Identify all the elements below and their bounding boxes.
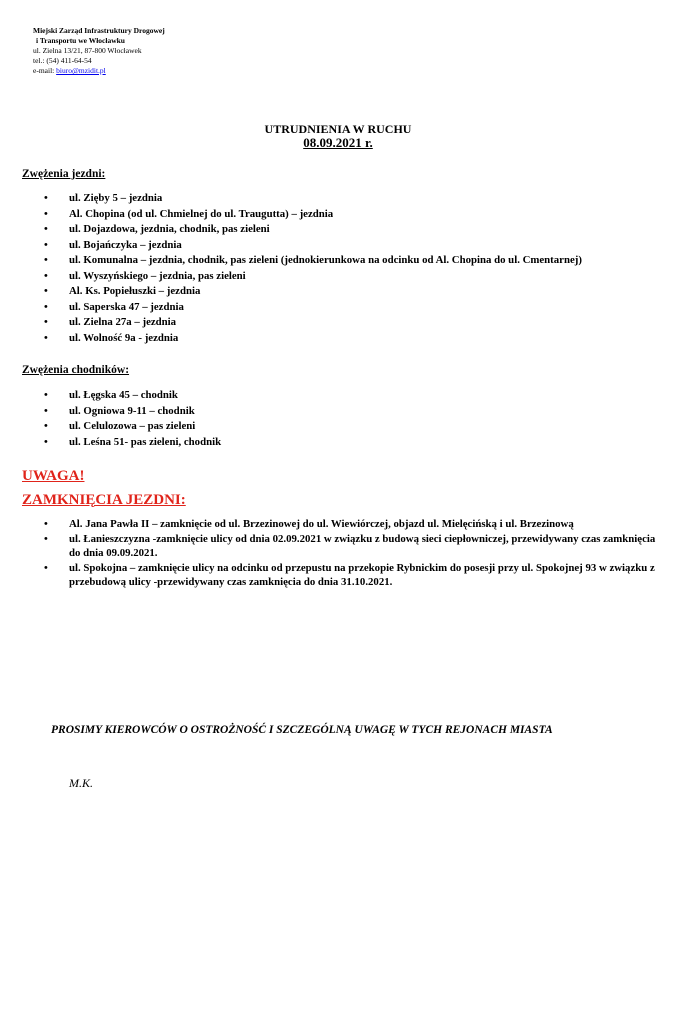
list-item (44, 300, 582, 316)
org-name-line2: i Transportu we Włocławku (36, 36, 125, 45)
list-item-text: ul. Łanieszczyzna -zamknięcie ulicy od dnia 02.09.2021 w związku z budową sieci ciepłowniczej, przewidywany czas zamknięcia do dnia 09.09.2021. (69, 532, 656, 559)
list-item (44, 388, 221, 404)
list-item (44, 315, 582, 331)
email-label: e-mail: (33, 66, 55, 75)
list-item-text: Al. Jana Pawła II – zamknięcie od ul. Brzezinowej do ul. Wiewiórczej, objazd ul. Mielęcińską i ul. Brzezinową (69, 518, 574, 530)
roadway-narrowings-list (44, 191, 582, 346)
warning-heading: UWAGA! (22, 468, 85, 484)
bullet-icon: • (44, 285, 48, 297)
list-item (44, 331, 582, 347)
list-item-text: ul. Bojańczyka – jezdnia (69, 238, 182, 251)
bullet-icon: • (44, 331, 48, 344)
list-item-text: ul. Komunalna – jezdnia, chodnik, pas zieleni (jednokierunkowa na odcinku od Al. Chopina do ul. Cmentarnej) (69, 254, 582, 266)
bullet-icon: • (44, 420, 48, 432)
bullet-icon: • (44, 238, 48, 251)
list-item (44, 253, 582, 269)
org-address: ul. Zielna 13/21, 87-800 Włocławek (33, 46, 142, 55)
bullet-icon: • (44, 207, 48, 220)
bullet-icon: • (44, 404, 48, 417)
bullet-icon: • (44, 561, 48, 574)
bullet-icon: • (44, 269, 48, 282)
list-item-text: Al. Chopina (od ul. Chmielnej do ul. Traugutta) – jezdnia (69, 207, 334, 220)
closures-heading: ZAMKNIĘCIA JEZDNI: (22, 492, 186, 508)
list-item-text: ul. Leśna 51- pas zieleni, chodnik (69, 435, 222, 448)
document-title: UTRUDNIENIA W RUCHU (264, 122, 412, 136)
list-item-text: ul. Wyszyńskiego – jezdnia, pas zieleni (69, 269, 246, 282)
document-date: 08.09.2021 r. (303, 135, 373, 150)
list-item-text: ul. Spokojna – zamknięcie ulicy na odcinku od przepustu na przekopie Rybnickim do posesji przy ul. Spokojnej 93 w związku z przebudową ulicy -przewidywany czas zamknięcia do dnia 31.10.2021. (69, 561, 655, 588)
bullet-icon: • (44, 435, 48, 448)
list-item-text: ul. Wolność 9a - jezdnia (69, 331, 179, 344)
drivers-appeal: PROSIMY KIEROWCÓW O OSTROŻNOŚĆ I SZCZEGÓLNĄ UWAGĘ W TYCH REJONACH MIASTA (51, 724, 553, 736)
email-link[interactable]: biuro@mzidit.pl (56, 66, 106, 75)
bullet-icon: • (44, 223, 48, 235)
list-item-text: Al. Ks. Popiełuszki – jezdnia (69, 285, 201, 297)
list-item (44, 561, 664, 590)
list-item-text: ul. Saperska 47 – jezdnia (69, 300, 184, 313)
bullet-icon: • (44, 254, 48, 266)
org-email-line (33, 66, 165, 76)
letterhead (33, 26, 165, 76)
sidewalk-narrowings-heading: Zwężenia chodników: (22, 364, 130, 376)
list-item (44, 238, 582, 254)
signature-initials: M.K. (69, 776, 93, 790)
org-phone: tel.: (54) 411-64-54 (33, 56, 92, 65)
list-item (44, 207, 582, 223)
bullet-icon: • (44, 192, 48, 204)
list-item (44, 517, 664, 532)
bullet-icon: • (44, 532, 48, 545)
list-item-text: ul. Celulozowa – pas zieleni (69, 420, 196, 432)
bullet-icon: • (44, 316, 48, 328)
list-item (44, 269, 582, 285)
roadway-narrowings-heading: Zwężenia jezdni: (22, 168, 106, 180)
list-item-text: ul. Zięby 5 – jezdnia (69, 192, 163, 204)
list-item (44, 419, 221, 435)
list-item-text: ul. Ogniowa 9-11 – chodnik (69, 404, 195, 417)
list-item (44, 435, 221, 451)
list-item (44, 404, 221, 420)
list-item (44, 191, 582, 207)
list-item-text: ul. Dojazdowa, jezdnia, chodnik, pas zieleni (69, 223, 270, 235)
document-title-block (0, 122, 676, 150)
bullet-icon: • (44, 389, 48, 401)
list-item-text: ul. Zielna 27a – jezdnia (69, 316, 177, 328)
list-item (44, 222, 582, 238)
list-item-text: ul. Łęgska 45 – chodnik (69, 389, 178, 401)
bullet-icon: • (44, 518, 48, 530)
org-name-line1: Miejski Zarząd Infrastruktury Drogowej (33, 26, 165, 35)
list-item (44, 532, 664, 561)
sidewalk-narrowings-list (44, 388, 221, 450)
bullet-icon: • (44, 300, 48, 313)
list-item (44, 284, 582, 300)
closures-list (44, 517, 664, 590)
